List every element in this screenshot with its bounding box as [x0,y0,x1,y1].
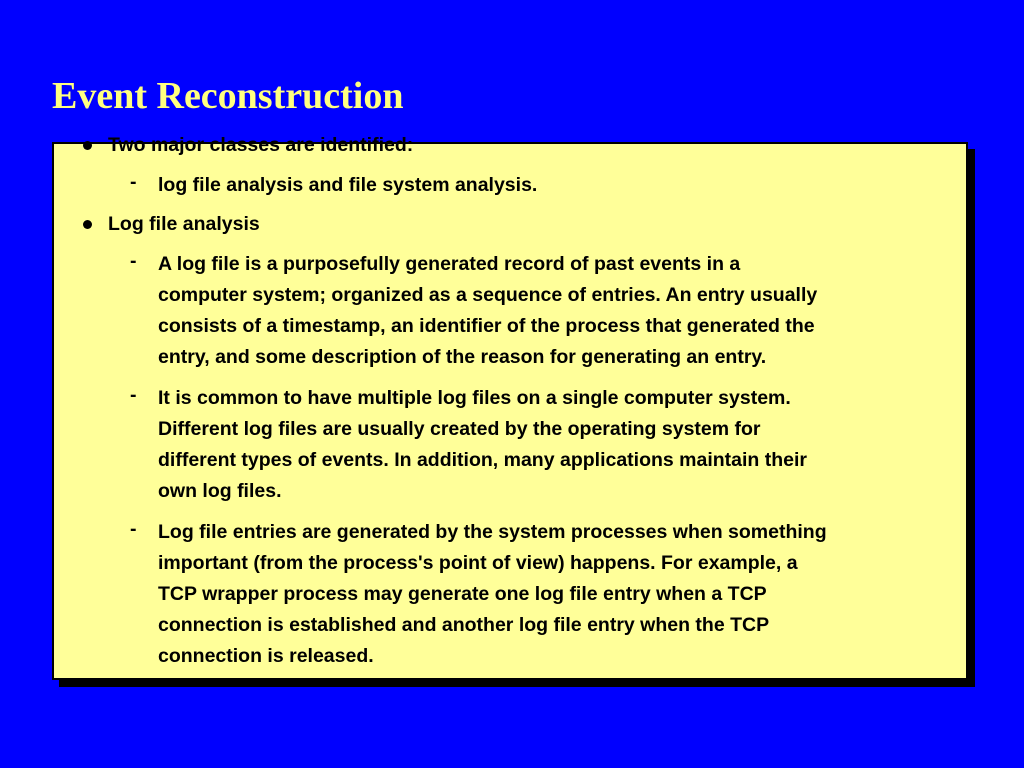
dash-marker: - [130,518,137,540]
bullet-dot [83,141,92,150]
subitem-line: It is common to have multiple log files on a single computer system. [158,387,791,409]
subitem-line: A log file is a purposefully generated record of past events in a [158,253,741,275]
subitem-line: log file analysis and file system analysis. [158,174,538,196]
bullet-dot [83,220,92,229]
subitem-line: own log files. [158,480,282,502]
bullet-text: Two major classes are identified: [108,134,414,156]
subitem-line: entry, and some description of the reason for generating an entry. [158,346,767,368]
slide-title: Event Reconstruction [52,75,404,117]
dash-marker: - [130,171,137,193]
dash-marker: - [130,384,137,406]
dash-marker: - [130,250,137,272]
subitem-line: Log file entries are generated by the system processes when something [158,521,827,543]
subitem-line: connection is established and another log file entry when the TCP [158,614,770,636]
subitem-line: consists of a timestamp, an identifier of the process that generated the [158,315,815,337]
bullet-text: Log file analysis [108,213,260,235]
subitem-line: Different log files are usually created by the operating system for [158,418,761,440]
subitem-line: computer system; organized as a sequence of entries. An entry usually [158,284,818,306]
subitem-line: different types of events. In addition, many applications maintain their [158,449,808,471]
subitem-line: connection is released. [158,645,374,667]
subitem-line: important (from the process's point of view) happens. For example, a [158,552,798,574]
subitem-line: TCP wrapper process may generate one log file entry when a TCP [158,583,767,605]
